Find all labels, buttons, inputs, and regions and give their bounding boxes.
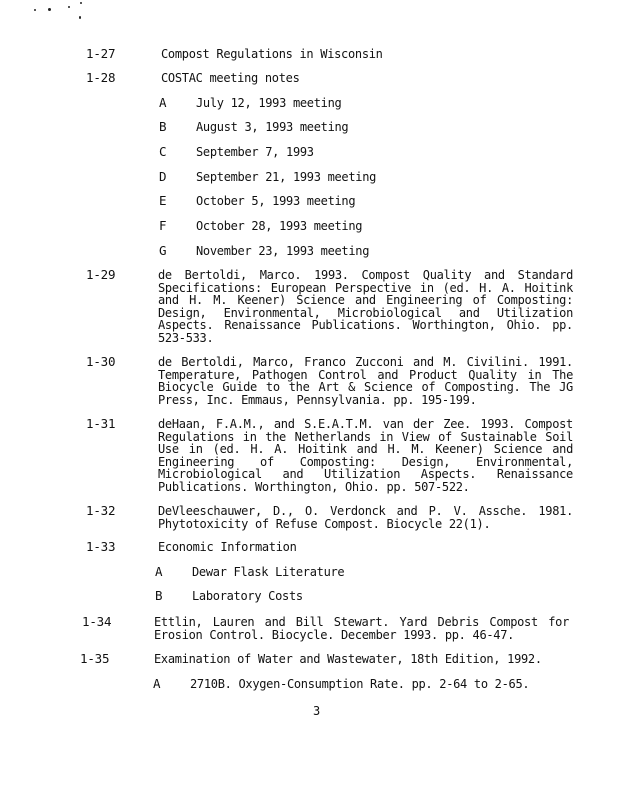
entry-text: COSTAC meeting notes	[161, 71, 300, 85]
entry-text: Ettlin, Lauren and Bill Stewart. Yard Debris Compost for Erosion Control. Biocycle. December 1993. pp. 46-47.	[154, 615, 569, 642]
entry-number: 1-28	[86, 70, 116, 85]
entry-number: 1-29	[86, 267, 116, 282]
sub-letter: A	[159, 95, 167, 110]
sub-text: 2710B. Oxygen-Consumption Rate. pp. 2-64 to 2-65.	[190, 677, 530, 691]
sub-text: October 5, 1993 meeting	[196, 194, 356, 208]
entry-number: 1-33	[86, 539, 116, 554]
entry-text: de Bertoldi, Marco. 1993. Compost Quality and Standard Specifications: European Perspective in (ed. H. A. Hoitink and H. M. Keener) Science and Engineering of Composting: Design, Environmental, Microbiological and Utilization Aspects. Renaissance Publications. Worthington, Ohio. pp. 523-533.	[158, 268, 573, 345]
entry-text: Examination of Water and Wastewater, 18th Edition, 1992.	[154, 652, 542, 666]
sub-letter: G	[159, 243, 167, 258]
scan-speck	[79, 16, 81, 19]
scan-speck	[34, 9, 36, 11]
entry-text: Economic Information	[158, 540, 297, 554]
sub-text: Dewar Flask Literature	[192, 565, 345, 579]
sub-text: Laboratory Costs	[192, 589, 303, 603]
page-number: 3	[313, 704, 321, 718]
sub-text: October 28, 1993 meeting	[196, 219, 363, 233]
sub-letter: B	[155, 588, 163, 603]
sub-letter: C	[159, 144, 167, 159]
entry-number: 1-27	[86, 46, 116, 61]
sub-letter: E	[159, 193, 167, 208]
sub-letter: F	[159, 218, 167, 233]
entry-number: 1-34	[82, 614, 112, 629]
sub-text: July 12, 1993 meeting	[196, 96, 342, 110]
scan-speck	[68, 6, 70, 8]
sub-text: September 7, 1993	[196, 145, 314, 159]
sub-letter: D	[159, 169, 167, 184]
sub-letter: A	[153, 676, 161, 691]
entry-text: deHaan, F.A.M., and S.E.A.T.M. van der Zee. 1993. Compost Regulations in the Netherlands in View of Sustainable Soil Use in (ed. H. A. Hoitink and H. M. Keener) Science and Engineering of Composting: Design, Environmental, Microbiological and Utilization Aspects. Renaissance Publications. Worthington, Ohio. pp. 507-522.	[158, 417, 573, 494]
entry-text: de Bertoldi, Marco, Franco Zucconi and M. Civilini. 1991. Temperature, Pathogen Control and Product Quality in The Biocycle Guide to the Art & Science of Composting. The JG Press, Inc. Emmaus, Pennsylvania. pp. 195-199.	[158, 355, 573, 407]
sub-text: November 23, 1993 meeting	[196, 244, 370, 258]
entry-number: 1-30	[86, 354, 116, 369]
sub-text: August 3, 1993 meeting	[196, 120, 349, 134]
entry-text: DeVleeschauwer, D., O. Verdonck and P. V. Assche. 1981. Phytotoxicity of Refuse Compost. Biocycle 22(1).	[158, 504, 573, 531]
entry-text: Compost Regulations in Wisconsin	[161, 47, 383, 61]
scan-speck	[80, 2, 82, 4]
sub-letter: B	[159, 119, 167, 134]
sub-letter: A	[155, 564, 163, 579]
entry-number: 1-35	[80, 651, 110, 666]
sub-text: September 21, 1993 meeting	[196, 170, 377, 184]
entry-number: 1-32	[86, 503, 116, 518]
scan-speck	[48, 8, 51, 11]
entry-number: 1-31	[86, 416, 116, 431]
